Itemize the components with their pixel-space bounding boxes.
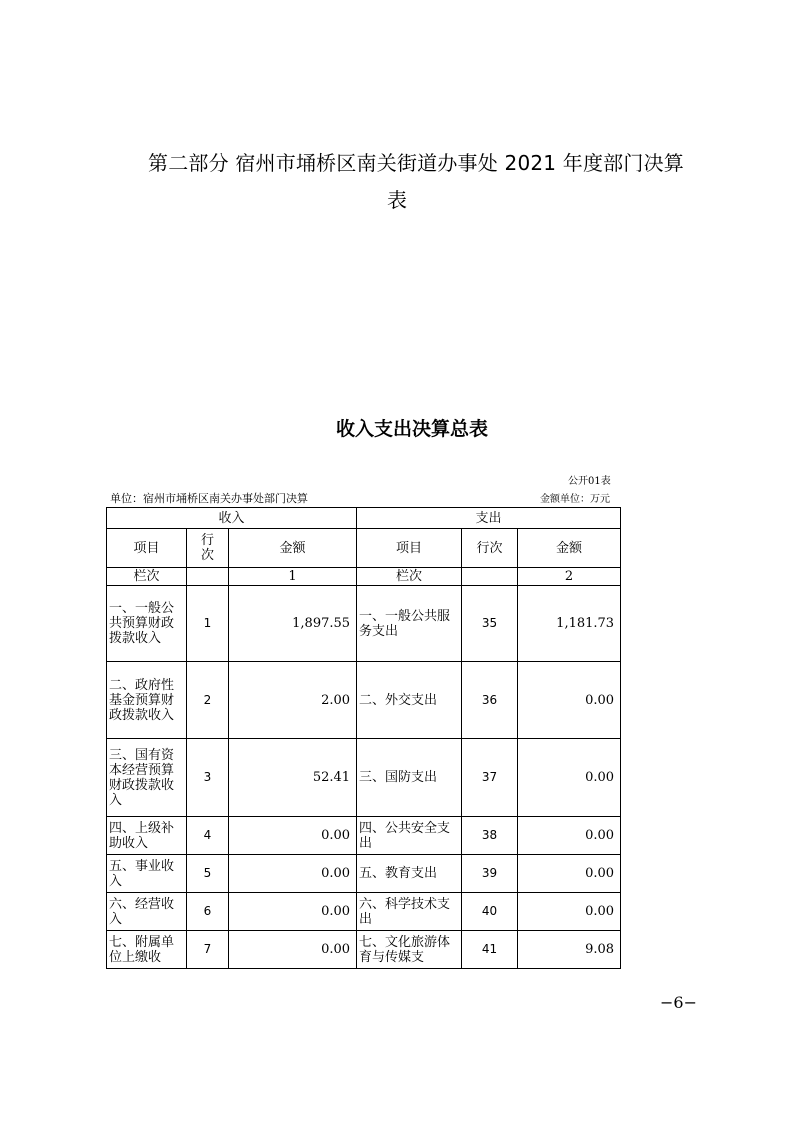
income-amount: 1,897.55 — [229, 586, 357, 662]
part-title-continuation: 表 — [387, 188, 407, 212]
income-item: 二、政府性基金预算财政拨款收入 — [107, 662, 187, 739]
income-line: 2 — [187, 662, 229, 739]
expense-item: 六、科学技术支出 — [357, 893, 462, 931]
expense-amount: 0.00 — [518, 817, 621, 855]
expense-line: 38 — [462, 817, 518, 855]
income-line-header: 行次 — [187, 529, 229, 568]
income-line: 7 — [187, 931, 229, 969]
income-item-header: 项目 — [107, 529, 187, 568]
table-row — [107, 931, 621, 969]
expense-line: 39 — [462, 855, 518, 893]
table-title: 收入支出决算总表 — [336, 418, 489, 440]
expense-line: 35 — [462, 586, 518, 662]
amount-unit: 金额单位：万元 — [540, 494, 610, 505]
expense-col-index: 2 — [518, 568, 621, 586]
form-code: 公开01表 — [568, 476, 611, 487]
expense-line: 41 — [462, 931, 518, 969]
income-amount: 52.41 — [229, 739, 357, 817]
group-header-row — [107, 508, 621, 529]
reporting-unit: 单位：宿州市埇桥区南关办事处部门决算 — [110, 492, 308, 505]
expense-amount: 0.00 — [518, 662, 621, 739]
expense-item: 一、一般公共服务支出 — [357, 586, 462, 662]
page-number: −6− — [660, 993, 697, 1012]
income-item: 四、上级补助收入 — [107, 817, 187, 855]
expense-group-header: 支出 — [357, 508, 621, 529]
income-col-index-blank — [187, 568, 229, 586]
table-row — [107, 739, 621, 817]
part-title: 第二部分 宿州市埇桥区南关街道办事处 2021 年度部门决算 — [148, 151, 684, 175]
income-line: 5 — [187, 855, 229, 893]
expense-amount-header: 金额 — [518, 529, 621, 568]
expense-item: 二、外交支出 — [357, 662, 462, 739]
income-item: 六、经营收入 — [107, 893, 187, 931]
expense-item: 三、国防支出 — [357, 739, 462, 817]
income-line: 6 — [187, 893, 229, 931]
income-amount-header: 金额 — [229, 529, 357, 568]
expense-item: 五、教育支出 — [357, 855, 462, 893]
expense-amount: 9.08 — [518, 931, 621, 969]
income-item: 五、事业收入 — [107, 855, 187, 893]
table-row — [107, 855, 621, 893]
income-item: 七、附属单位上缴收 — [107, 931, 187, 969]
income-col-index-label: 栏次 — [107, 568, 187, 586]
income-amount: 0.00 — [229, 893, 357, 931]
income-amount: 0.00 — [229, 855, 357, 893]
income-col-index: 1 — [229, 568, 357, 586]
expense-col-index-label: 栏次 — [357, 568, 462, 586]
column-header-row — [107, 529, 621, 568]
table-row — [107, 893, 621, 931]
expense-item-header: 项目 — [357, 529, 462, 568]
income-item: 一、一般公共预算财政拨款收入 — [107, 586, 187, 662]
income-amount: 2.00 — [229, 662, 357, 739]
income-amount: 0.00 — [229, 817, 357, 855]
expense-amount: 0.00 — [518, 893, 621, 931]
expense-amount: 0.00 — [518, 739, 621, 817]
table-row — [107, 817, 621, 855]
expense-amount: 0.00 — [518, 855, 621, 893]
column-index-row — [107, 568, 621, 586]
income-line: 1 — [187, 586, 229, 662]
income-line: 4 — [187, 817, 229, 855]
income-line: 3 — [187, 739, 229, 817]
expense-line-header: 行次 — [462, 529, 518, 568]
expense-item: 四、公共安全支出 — [357, 817, 462, 855]
income-expense-table — [106, 507, 621, 969]
expense-col-index-blank — [462, 568, 518, 586]
income-group-header: 收入 — [107, 508, 357, 529]
expense-line: 36 — [462, 662, 518, 739]
table-row — [107, 662, 621, 739]
income-amount: 0.00 — [229, 931, 357, 969]
expense-line: 37 — [462, 739, 518, 817]
income-item: 三、国有资本经营预算财政拨款收入 — [107, 739, 187, 817]
expense-item: 七、文化旅游体育与传媒支 — [357, 931, 462, 969]
expense-line: 40 — [462, 893, 518, 931]
table-row — [107, 586, 621, 662]
expense-amount: 1,181.73 — [518, 586, 621, 662]
